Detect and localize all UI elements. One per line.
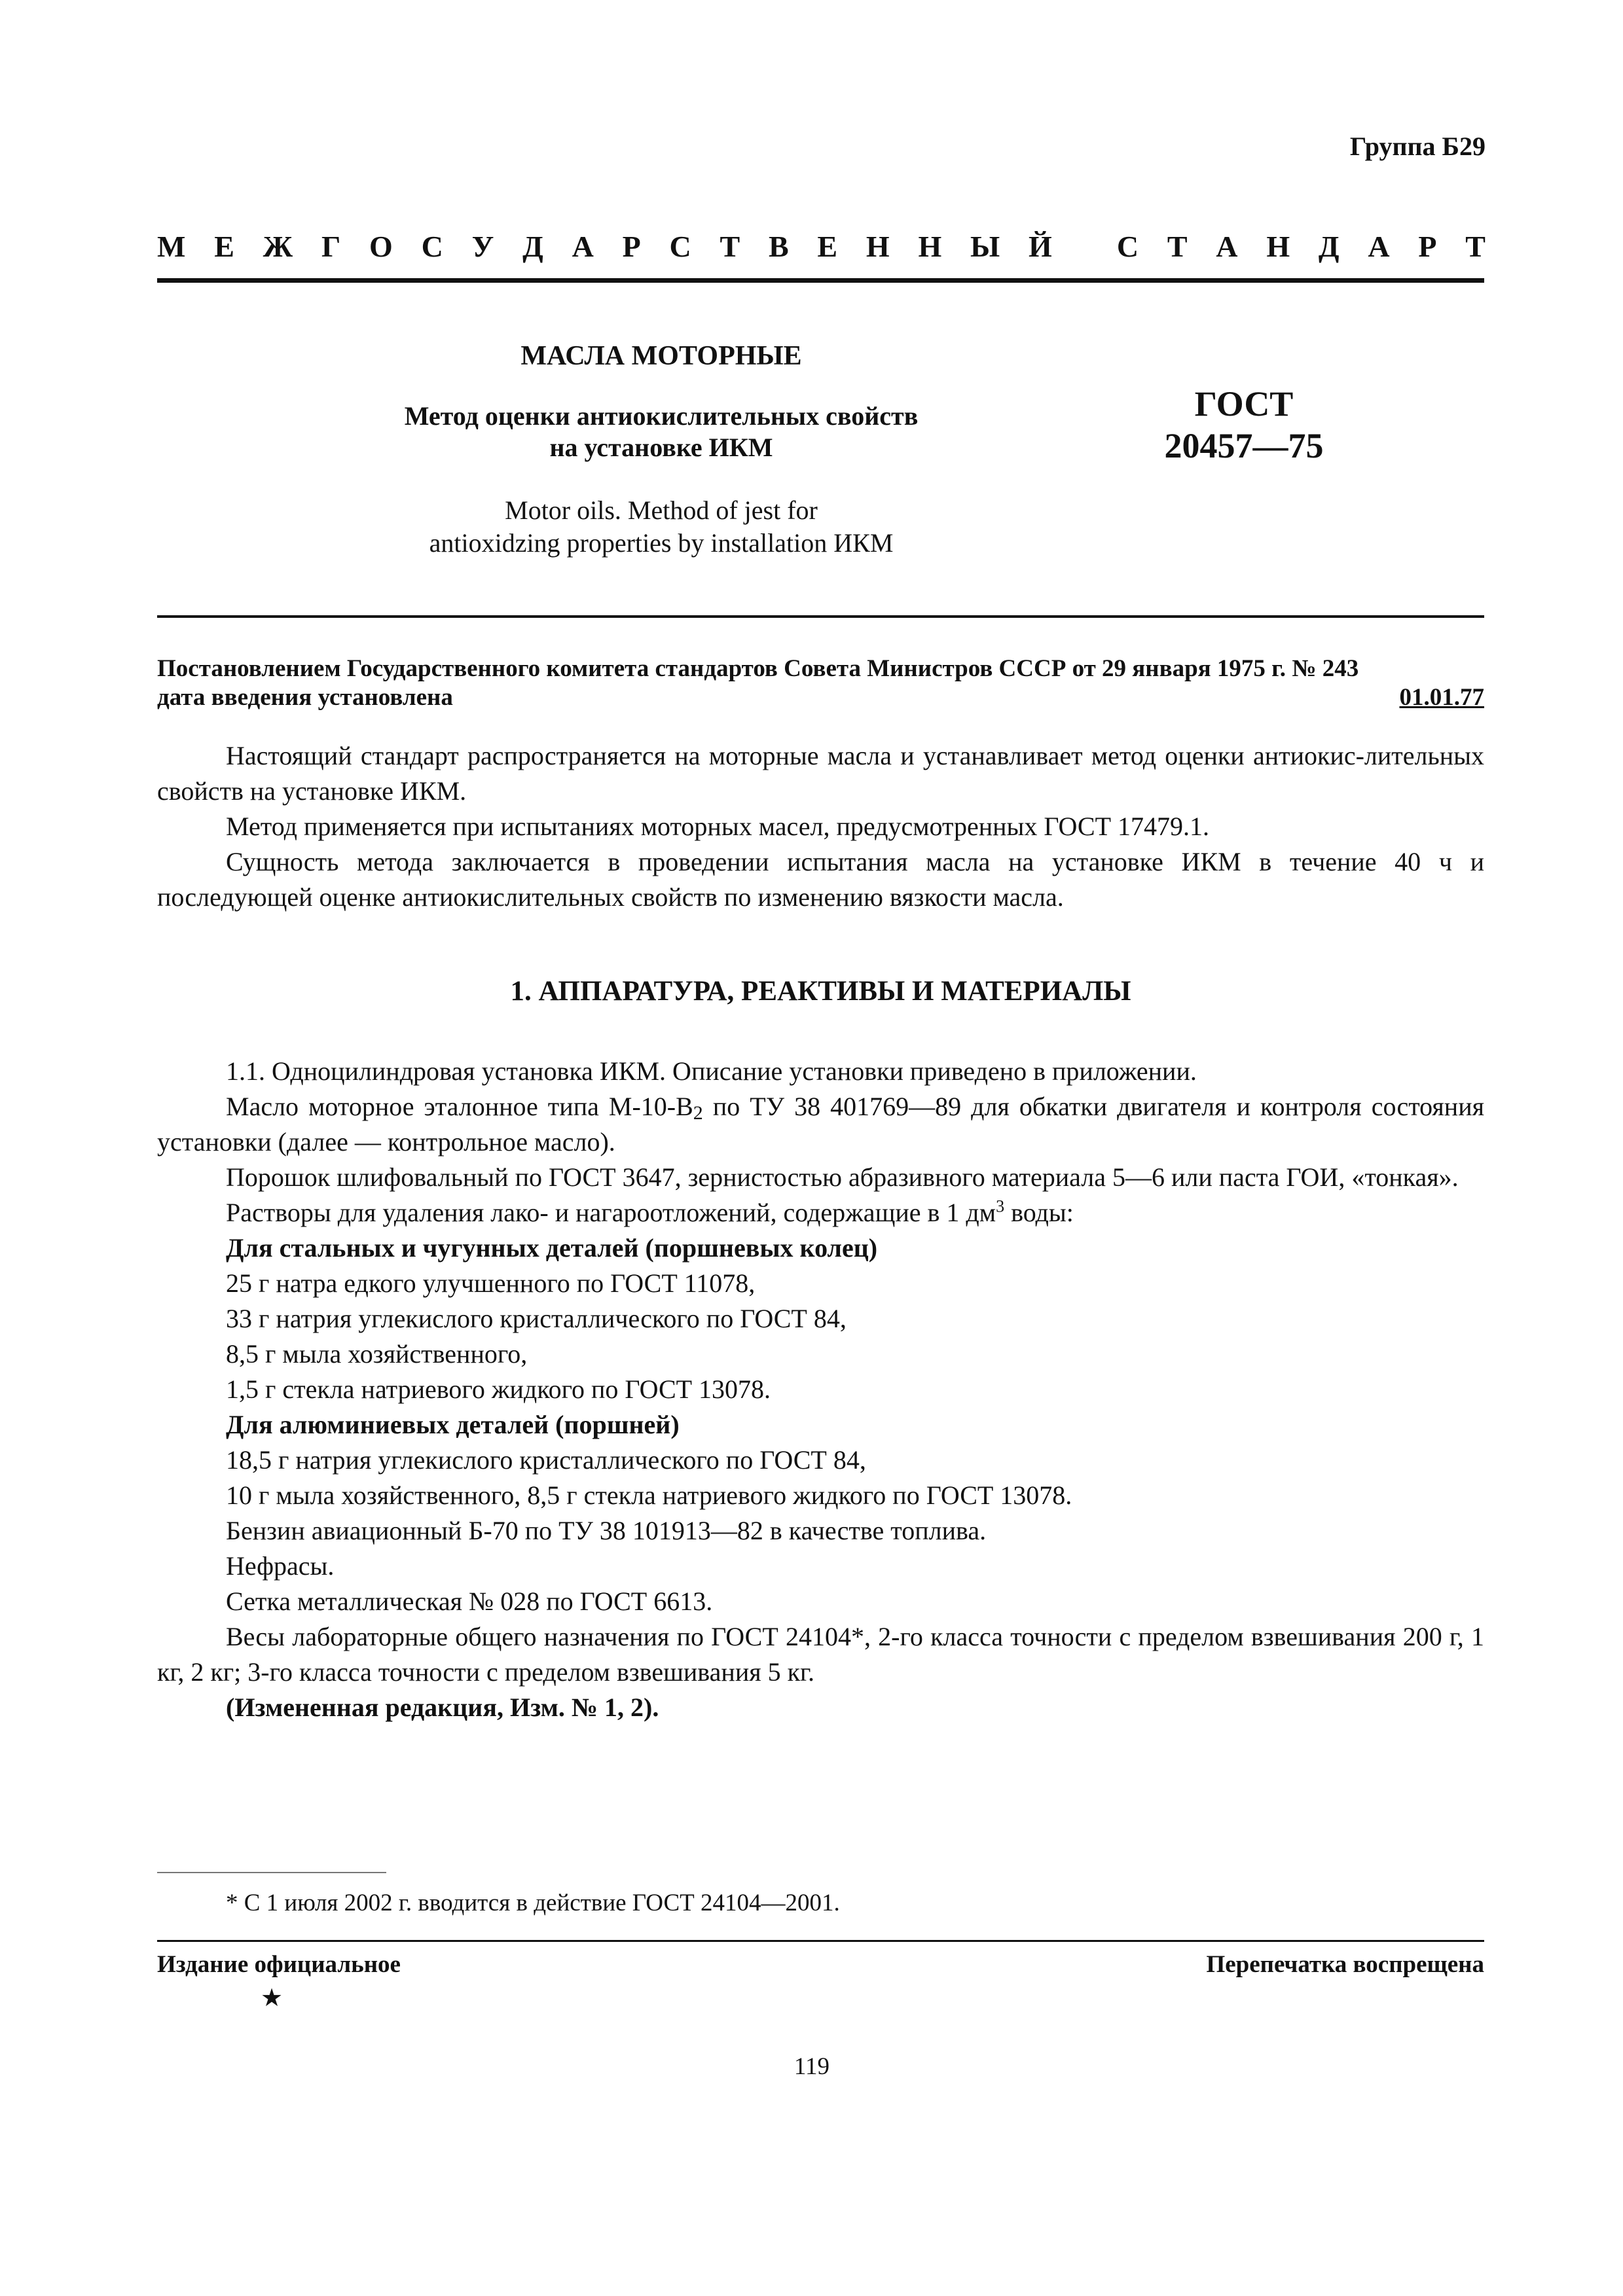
page-number: 119 bbox=[793, 2053, 830, 2080]
group-code: Группа Б29 bbox=[1349, 132, 1486, 161]
item-1-1: 1.1. Одноцилиндровая установка ИКМ. Описание установки приведено в приложении. bbox=[226, 1056, 1197, 1086]
heading-letter: Е bbox=[817, 230, 838, 263]
heading-letter: А bbox=[1368, 230, 1390, 263]
intro-section bbox=[157, 738, 1484, 915]
reprint-prohibited-label: Перепечатка воспрещена bbox=[1206, 1951, 1484, 1978]
document-title: МАСЛА МОТОРНЫЕ bbox=[520, 341, 802, 371]
aluminum-item: Сетка металлическая № 028 по ГОСТ 6613. bbox=[226, 1587, 713, 1616]
oil-subscript: 2 bbox=[693, 1102, 703, 1124]
aluminum-item: 10 г мыла хозяйственного, 8,5 г стекла натриевого жидкого по ГОСТ 13078. bbox=[226, 1480, 1072, 1510]
section-heading: 1. АППАРАТУРА, РЕАКТИВЫ И МАТЕРИАЛЫ bbox=[510, 976, 1131, 1007]
aluminum-item: Нефрасы. bbox=[226, 1551, 335, 1581]
english-title bbox=[367, 494, 956, 560]
subtitle-line-2: на установке ИКМ bbox=[549, 433, 773, 462]
heading-letter: Е bbox=[214, 230, 234, 263]
aluminum-parts-heading: Для алюминиевых деталей (поршней) bbox=[226, 1410, 680, 1439]
oil-text-b: по ТУ 38 401769—89 для обкатки двигателя и контроля состояния установки (далее — контрольное масло). bbox=[157, 1092, 1484, 1157]
solutions-superscript: 3 bbox=[996, 1196, 1005, 1216]
steel-item: 8,5 г мыла хозяйственного, bbox=[226, 1339, 528, 1369]
heading-letter: Р bbox=[622, 230, 641, 263]
heading-letter: Т bbox=[1167, 230, 1188, 263]
solutions-text-a: Растворы для удаления лако- и нагароотложений, содержащие в 1 дм bbox=[226, 1198, 996, 1227]
heading-letter: Р bbox=[1418, 230, 1437, 263]
heading-letter: С bbox=[1116, 230, 1139, 263]
heading-letter bbox=[1081, 229, 1089, 264]
intro-paragraph-1: Настоящий стандарт распространяется на моторные масла и устанавливает метод оценки антиокис-лительных свойств на установке ИКМ. bbox=[157, 741, 1484, 806]
gost-designation bbox=[1113, 383, 1375, 467]
top-rule bbox=[157, 278, 1484, 283]
heading-letter: О bbox=[369, 230, 393, 263]
document-subtitle bbox=[367, 401, 956, 463]
steel-item: 1,5 г стекла натриевого жидкого по ГОСТ 13078. bbox=[226, 1374, 771, 1404]
heading-letter: Ы bbox=[970, 230, 1000, 263]
scales-paragraph: Весы лабораторные общего назначения по ГОСТ 24104*, 2-го класса точности с пределом взвешивания 200 г, 1 кг, 2 кг; 3-го класса точности с пределом взвешивания 5 кг. bbox=[157, 1622, 1484, 1687]
heading-letter: А bbox=[1216, 230, 1238, 263]
steel-item: 33 г натрия углекислого кристаллического по ГОСТ 84, bbox=[226, 1304, 847, 1333]
decree-line: Постановлением Государственного комитета стандартов Совета Министров СССР от 29 января 1975 г. № 243 bbox=[157, 655, 1359, 682]
heading-letter: Н bbox=[918, 230, 942, 263]
star-icon: ★ bbox=[261, 1984, 283, 2012]
gost-number: 20457—75 bbox=[1164, 426, 1324, 465]
decree-block bbox=[157, 655, 1484, 712]
introduction-date-label: дата введения установлена bbox=[157, 684, 453, 711]
heading-letter: Д bbox=[1318, 230, 1340, 263]
heading-letter: Й bbox=[1028, 230, 1052, 263]
heading-letter: М bbox=[157, 230, 186, 263]
powder-paragraph: Порошок шлифовальный по ГОСТ 3647, зернистостью абразивного материала 5—6 или паста ГОИ, «тонкая». bbox=[226, 1162, 1459, 1192]
intro-paragraph-3: Сущность метода заключается в проведении испытания масла на установке ИКМ в течение 40 ч и последующей оценке антиокислительных свойств по изменению вязкости масла. bbox=[157, 847, 1484, 912]
heading-letter: С bbox=[421, 230, 443, 263]
official-edition-label: Издание официальное bbox=[157, 1951, 401, 1978]
english-title-line-1: Motor oils. Method of jest for bbox=[505, 495, 818, 525]
subtitle-line-1: Метод оценки антиокислительных свойств bbox=[404, 401, 919, 431]
heading-letter: Т bbox=[720, 230, 740, 263]
steel-item: 25 г натра едкого улучшенного по ГОСТ 11078, bbox=[226, 1268, 756, 1298]
heading-letter: В bbox=[768, 230, 789, 263]
section-1-body bbox=[157, 1054, 1484, 1725]
heading-letter: Н bbox=[1266, 230, 1290, 263]
amendment-note: (Измененная редакция, Изм. № 1, 2). bbox=[226, 1693, 659, 1722]
intro-paragraph-2: Метод применяется при испытаниях моторных масел, предусмотренных ГОСТ 17479.1. bbox=[226, 812, 1210, 841]
footnote-rule bbox=[157, 1872, 386, 1873]
standard-type-heading bbox=[157, 229, 1486, 264]
heading-letter: А bbox=[572, 230, 594, 263]
heading-letter: Д bbox=[522, 230, 543, 263]
solutions-text-b: воды: bbox=[1004, 1198, 1074, 1227]
heading-letter: С bbox=[669, 230, 691, 263]
control-oil-paragraph bbox=[157, 1089, 1484, 1160]
solutions-paragraph bbox=[157, 1195, 1484, 1230]
heading-letter: Т bbox=[1465, 230, 1486, 263]
heading-letter: Ж bbox=[263, 230, 293, 263]
footnote: * С 1 июля 2002 г. вводится в действие ГОСТ 24104—2001. bbox=[226, 1890, 840, 1916]
heading-letter: Г bbox=[321, 230, 341, 263]
oil-text-a: Масло моторное эталонное типа М-10-В bbox=[226, 1092, 693, 1121]
aluminum-item: 18,5 г натрия углекислого кристаллического по ГОСТ 84, bbox=[226, 1445, 866, 1475]
footer-rule bbox=[157, 1940, 1484, 1942]
introduction-date-row bbox=[157, 683, 1484, 712]
steel-parts-heading: Для стальных и чугунных деталей (поршневых колец) bbox=[226, 1233, 878, 1263]
heading-letter: У bbox=[471, 230, 494, 263]
aluminum-item: Бензин авиационный Б-70 по ТУ 38 101913—82 в качестве топлива. bbox=[226, 1516, 987, 1545]
heading-letter: Н bbox=[866, 230, 890, 263]
gost-label: ГОСТ bbox=[1194, 384, 1294, 423]
title-block-rule bbox=[157, 615, 1484, 618]
introduction-date: 01.01.77 bbox=[1399, 684, 1484, 711]
english-title-line-2: antioxidzing properties by installation ИКМ bbox=[429, 528, 894, 558]
